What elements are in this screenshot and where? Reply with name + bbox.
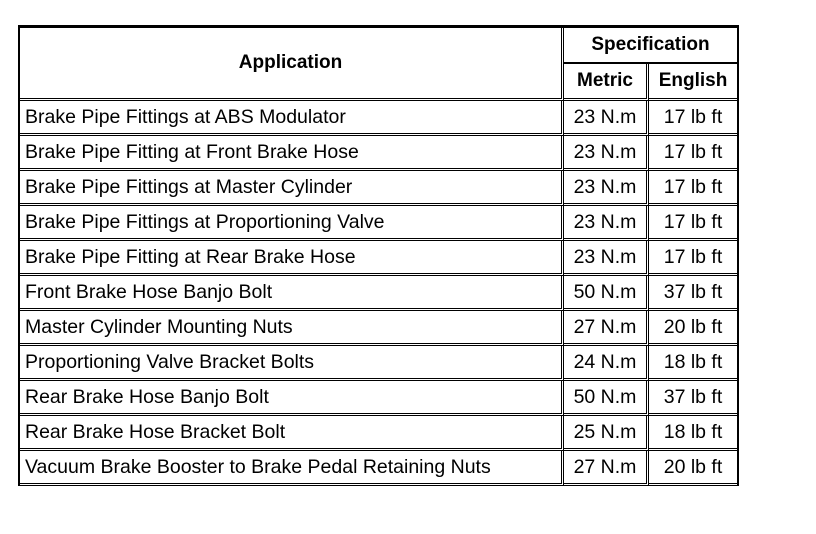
metric-value-cell: 50 N.m bbox=[564, 276, 649, 311]
english-value-cell: 37 lb ft bbox=[649, 276, 737, 311]
metric-value-cell: 23 N.m bbox=[564, 171, 649, 206]
metric-value-cell: 25 N.m bbox=[564, 416, 649, 451]
application-cell: Rear Brake Hose Bracket Bolt bbox=[20, 416, 564, 451]
application-cell: Brake Pipe Fittings at ABS Modulator bbox=[20, 101, 564, 136]
application-cell: Brake Pipe Fitting at Front Brake Hose bbox=[20, 136, 564, 171]
specification-column-header: Specification bbox=[564, 28, 737, 64]
english-value-cell: 20 lb ft bbox=[649, 311, 737, 346]
metric-value-cell: 27 N.m bbox=[564, 311, 649, 346]
table-row bbox=[20, 451, 737, 486]
table-row bbox=[20, 276, 737, 311]
application-cell: Master Cylinder Mounting Nuts bbox=[20, 311, 564, 346]
table-row bbox=[20, 416, 737, 451]
english-value-cell: 17 lb ft bbox=[649, 101, 737, 136]
fastener-specification-table bbox=[18, 25, 739, 486]
english-value-cell: 17 lb ft bbox=[649, 241, 737, 276]
table-row bbox=[20, 206, 737, 241]
english-column-header: English bbox=[649, 64, 737, 101]
metric-value-cell: 50 N.m bbox=[564, 381, 649, 416]
application-cell: Brake Pipe Fittings at Proportioning Valve bbox=[20, 206, 564, 241]
table-row bbox=[20, 311, 737, 346]
application-cell: Brake Pipe Fitting at Rear Brake Hose bbox=[20, 241, 564, 276]
english-value-cell: 37 lb ft bbox=[649, 381, 737, 416]
metric-value-cell: 23 N.m bbox=[564, 136, 649, 171]
table-row bbox=[20, 346, 737, 381]
application-cell: Proportioning Valve Bracket Bolts bbox=[20, 346, 564, 381]
metric-value-cell: 23 N.m bbox=[564, 206, 649, 241]
table-row bbox=[20, 381, 737, 416]
metric-value-cell: 24 N.m bbox=[564, 346, 649, 381]
application-cell: Rear Brake Hose Banjo Bolt bbox=[20, 381, 564, 416]
english-value-cell: 17 lb ft bbox=[649, 171, 737, 206]
metric-value-cell: 23 N.m bbox=[564, 241, 649, 276]
application-cell: Vacuum Brake Booster to Brake Pedal Retaining Nuts bbox=[20, 451, 564, 486]
metric-value-cell: 27 N.m bbox=[564, 451, 649, 486]
metric-value-cell: 23 N.m bbox=[564, 101, 649, 136]
english-value-cell: 18 lb ft bbox=[649, 346, 737, 381]
english-value-cell: 17 lb ft bbox=[649, 206, 737, 241]
english-value-cell: 17 lb ft bbox=[649, 136, 737, 171]
table-row bbox=[20, 241, 737, 276]
table-row bbox=[20, 171, 737, 206]
table-header bbox=[20, 28, 737, 101]
application-cell: Front Brake Hose Banjo Bolt bbox=[20, 276, 564, 311]
table-row bbox=[20, 101, 737, 136]
metric-column-header: Metric bbox=[564, 64, 649, 101]
application-cell: Brake Pipe Fittings at Master Cylinder bbox=[20, 171, 564, 206]
table-row bbox=[20, 136, 737, 171]
english-value-cell: 18 lb ft bbox=[649, 416, 737, 451]
english-value-cell: 20 lb ft bbox=[649, 451, 737, 486]
application-column-header: Application bbox=[20, 28, 564, 101]
header-row-top bbox=[20, 28, 737, 64]
table-body bbox=[20, 101, 737, 486]
